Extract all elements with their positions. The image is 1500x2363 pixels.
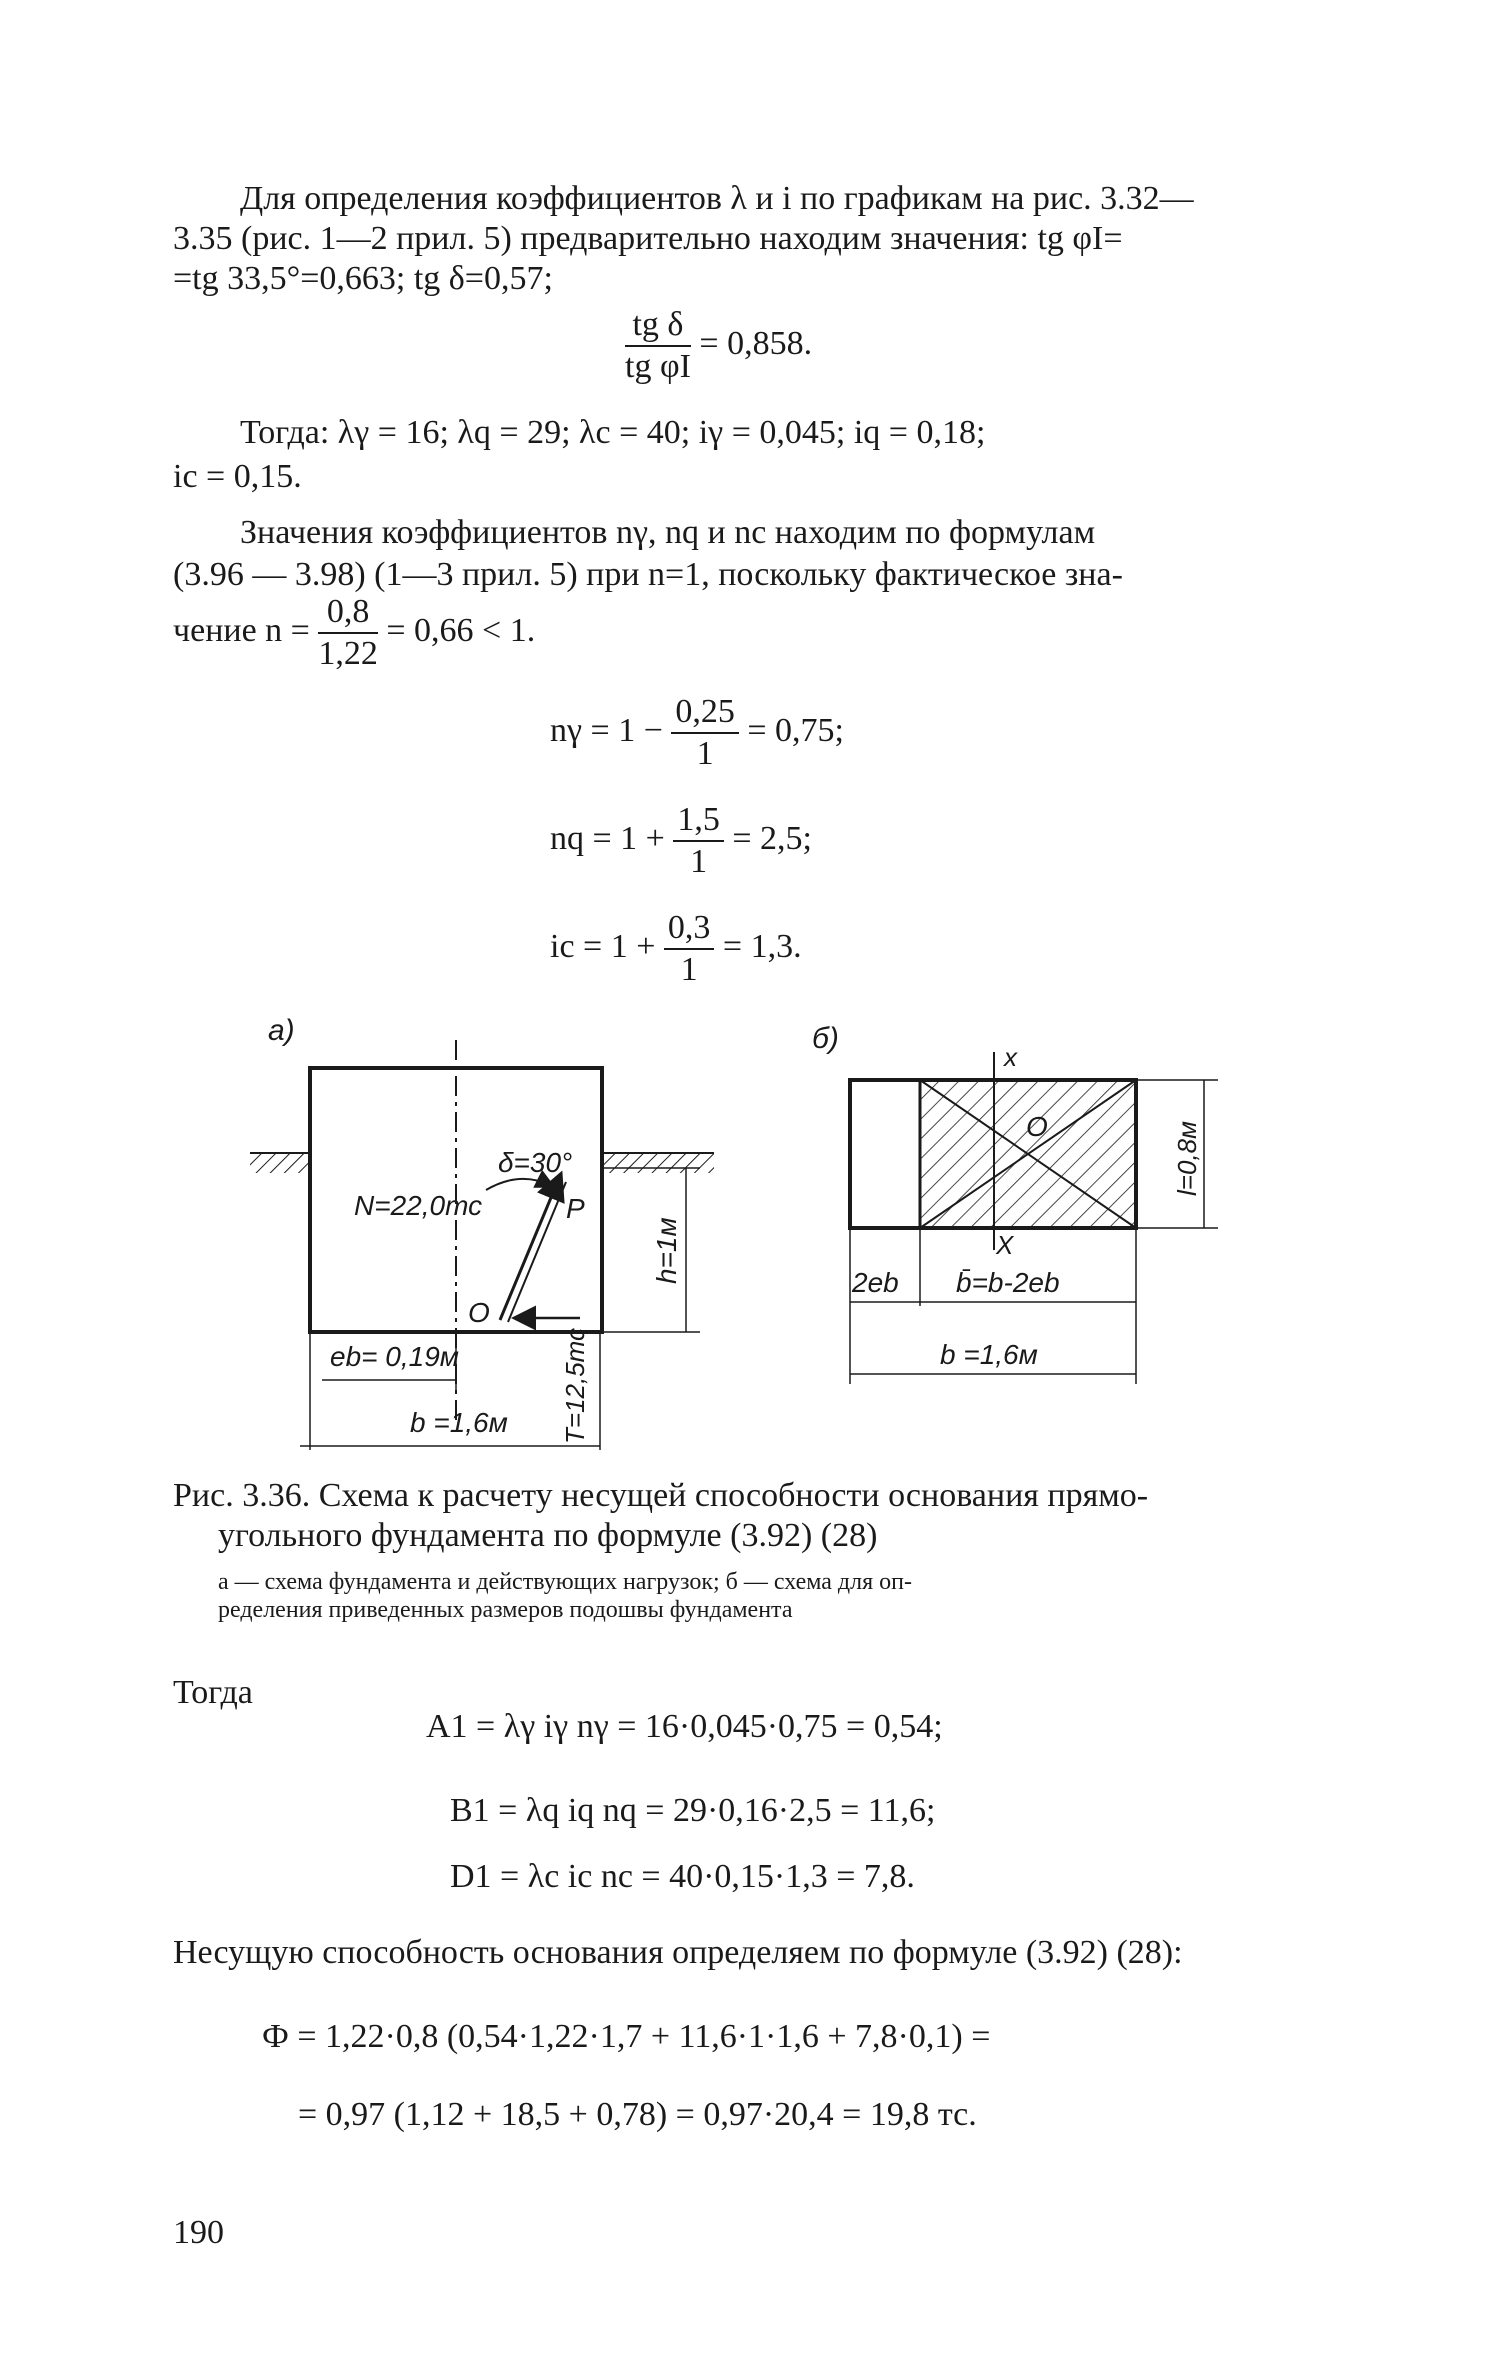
soil-left xyxy=(250,1153,310,1173)
ratio-result: = 0,858. xyxy=(699,324,813,362)
soil-right xyxy=(602,1153,714,1173)
para1-line1: Для определения коэффициентов λ и i по графикам на рис. 3.32— xyxy=(240,180,1194,217)
label-b-a: b =1,6м xyxy=(410,1407,508,1438)
ratio-numerator: tg δ xyxy=(625,305,691,347)
eq-denominator: 1 xyxy=(690,843,708,880)
label-delta: δ=30° xyxy=(498,1147,573,1178)
diagram-b xyxy=(850,1042,1218,1384)
caption-line2: угольного фундамента по формуле (3.92) (28) xyxy=(218,1517,878,1554)
page-number: 190 xyxy=(173,2214,224,2251)
force-p-arrow xyxy=(500,1176,560,1320)
para1-line3: =tg 33,5°=0,663; tg δ=0,57; xyxy=(173,260,553,297)
label-o: O xyxy=(468,1297,490,1328)
para3-line3-prefix: чение n = xyxy=(173,611,310,649)
eq-rhs: = 0,75; xyxy=(747,711,844,749)
eq-rhs: = 2,5; xyxy=(732,819,812,857)
n-numerator: 0,8 xyxy=(318,592,378,634)
label-eb: eb= 0,19м xyxy=(330,1341,459,1372)
equation-d1: D1 = λc ic nc = 40·0,15·1,3 = 7,8. xyxy=(450,1858,915,1895)
eq-lhs: nγ = 1 − xyxy=(550,711,663,749)
label-t: T=12,5тс xyxy=(560,1327,590,1444)
label-x-bottom: X xyxy=(996,1230,1014,1260)
label-a: а) xyxy=(268,1014,295,1047)
equation-phi-line1: Ф = 1,22·0,8 (0,54·1,22·1,7 + 11,6·1·1,6 + 7,8·0,1) = xyxy=(262,2018,991,2055)
para3-line2: (3.96 — 3.98) (1—3 прил. 5) при n=1, поскольку фактическое зна- xyxy=(173,556,1123,593)
para1-line2: 3.35 (рис. 1—2 прил. 5) предварительно находим значения: tg φI= xyxy=(173,220,1123,257)
eq-rhs: = 1,3. xyxy=(722,927,802,965)
n-denominator: 1,22 xyxy=(318,635,378,672)
label-x-top: x xyxy=(1004,1042,1017,1072)
then-label: Тогда xyxy=(173,1674,253,1711)
eq-lhs: nq = 1 + xyxy=(550,819,665,857)
label-h: h=1м xyxy=(651,1217,682,1284)
label-l: l=0,8м xyxy=(1172,1121,1202,1196)
label-o-b: O xyxy=(1026,1111,1048,1142)
eq-denominator: 1 xyxy=(680,951,698,988)
eq-lhs: ic = 1 + xyxy=(550,927,656,965)
para2-line1: Тогда: λγ = 16; λq = 29; λc = 40; iγ = 0,045; iq = 0,18; xyxy=(240,414,986,451)
caption-sub1: а — схема фундамента и действующих нагрузок; б — схема для оп- xyxy=(218,1569,912,1595)
para3-line1: Значения коэффициентов nγ, nq и nc находим по формулам xyxy=(240,514,1096,551)
label-n: N=22,0тс xyxy=(354,1190,483,1221)
equation-phi-line2: = 0,97 (1,12 + 18,5 + 0,78) = 0,97·20,4 = 19,8 тс. xyxy=(298,2096,977,2133)
equation-b1: B1 = λq iq nq = 29·0,16·2,5 = 11,6; xyxy=(450,1792,936,1829)
eq-numerator: 1,5 xyxy=(673,800,724,842)
label-2eb: 2eb xyxy=(852,1267,899,1298)
caption-line1: Рис. 3.36. Схема к расчету несущей способности основания прямо- xyxy=(173,1477,1149,1514)
caption-sub2: ределения приведенных размеров подошвы фундамента xyxy=(218,1597,793,1623)
diagram-a xyxy=(250,1040,714,1450)
ratio-denominator: tg φI xyxy=(625,348,691,385)
para4: Несущую способность основания определяем по формуле (3.92) (28): xyxy=(173,1934,1183,1971)
equation-a1: A1 = λγ iγ nγ = 16·0,045·0,75 = 0,54; xyxy=(426,1708,943,1745)
label-b-bar: b̄=b-2eb xyxy=(956,1267,1060,1298)
para2-line2: ic = 0,15. xyxy=(173,458,302,495)
eq-numerator: 0,3 xyxy=(664,908,715,950)
eq-numerator: 0,25 xyxy=(671,692,739,734)
eq-denominator: 1 xyxy=(696,735,714,772)
label-b: б) xyxy=(812,1022,839,1055)
para3-line3-suffix: = 0,66 < 1. xyxy=(386,611,536,649)
label-p: P xyxy=(566,1193,585,1224)
label-b-b: b =1,6м xyxy=(940,1339,1038,1370)
angle-arc xyxy=(486,1179,552,1190)
